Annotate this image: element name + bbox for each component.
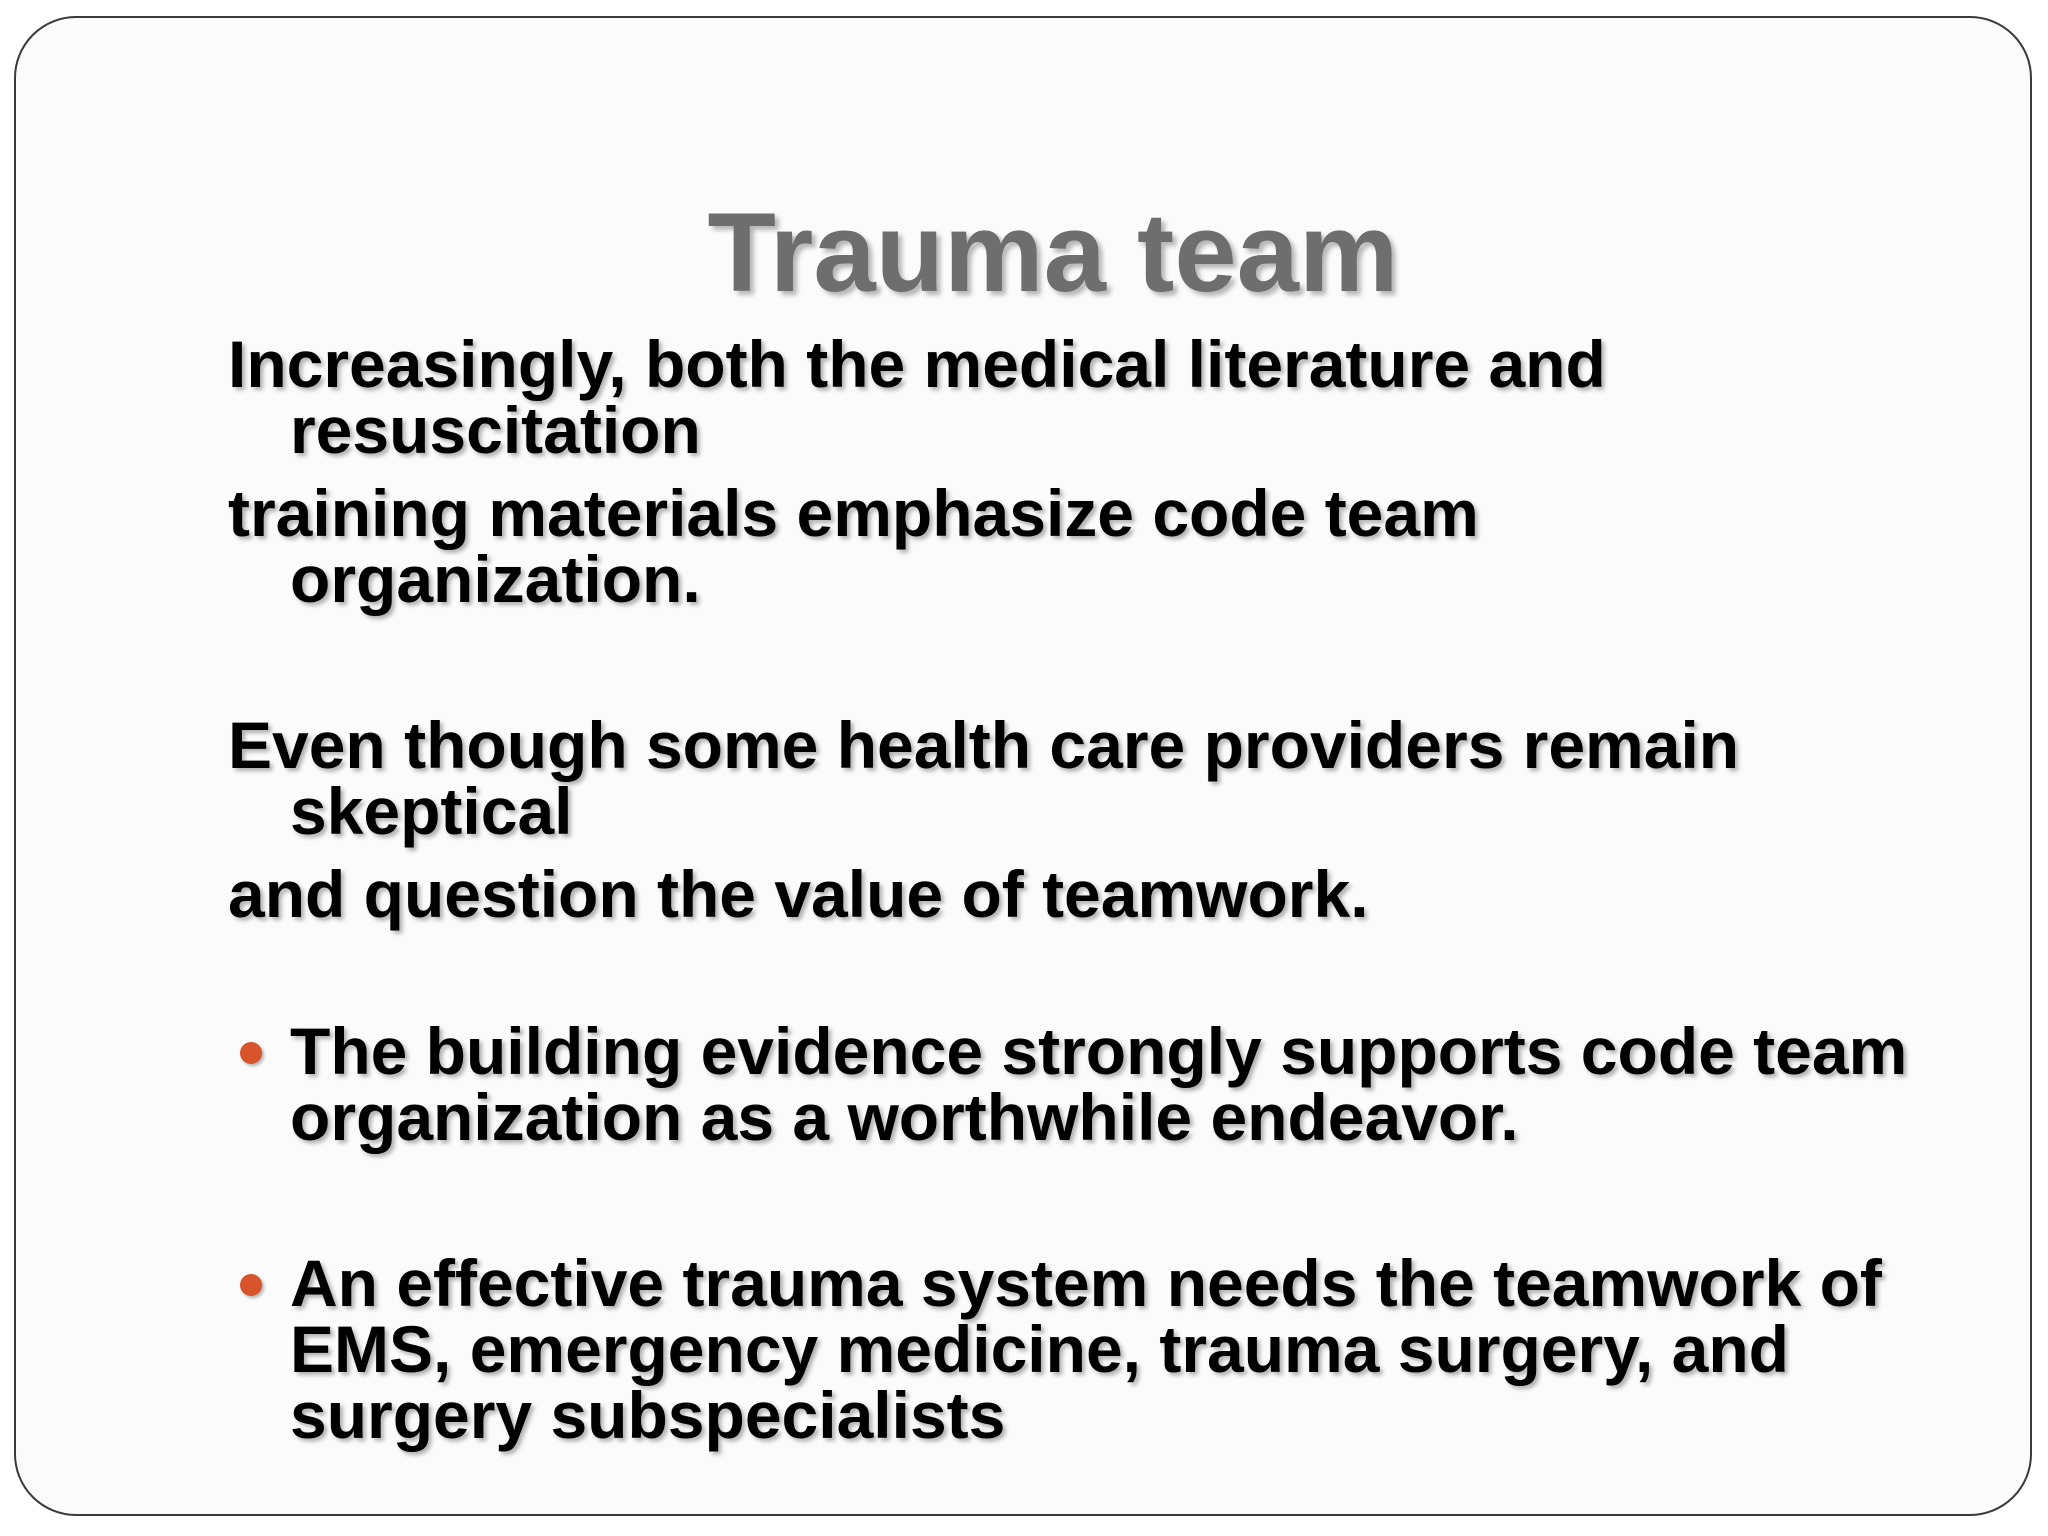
paragraph-3-line1: Even though some health care providers remain bbox=[228, 708, 1740, 782]
paragraph-2 bbox=[228, 476, 1948, 616]
slide-title: Trauma team bbox=[707, 190, 1399, 315]
bullet-item-1 bbox=[228, 1014, 1981, 1154]
bullet-icon bbox=[240, 1042, 262, 1064]
paragraph-1 bbox=[228, 327, 1948, 467]
paragraph-3-line2: skeptical bbox=[290, 774, 573, 848]
paragraph-2-line2: organization. bbox=[290, 542, 701, 616]
paragraph-4-line1: and question the value of teamwork. bbox=[228, 857, 1369, 931]
bullet-item-2-text: An effective trauma system needs the teamwork of EMS, emergency medicine, trauma surgery, and surgery subspecialists bbox=[290, 1246, 1901, 1452]
bullet-item-2 bbox=[228, 1246, 1948, 1452]
paragraph-1-line2: resuscitation bbox=[290, 393, 701, 467]
slide-frame bbox=[14, 16, 2032, 1516]
bullet-icon bbox=[240, 1274, 262, 1296]
paragraph-3 bbox=[228, 708, 1948, 848]
bullet-item-1-text: The building evidence strongly supports code team organization as a worthwhile endeavor. bbox=[290, 1014, 1981, 1154]
paragraph-1-line1: Increasingly, both the medical literature and bbox=[228, 327, 1606, 401]
slide-body bbox=[16, 18, 2030, 1514]
paragraph-4 bbox=[228, 857, 1948, 931]
paragraph-2-line1: training materials emphasize code team bbox=[228, 476, 1479, 550]
